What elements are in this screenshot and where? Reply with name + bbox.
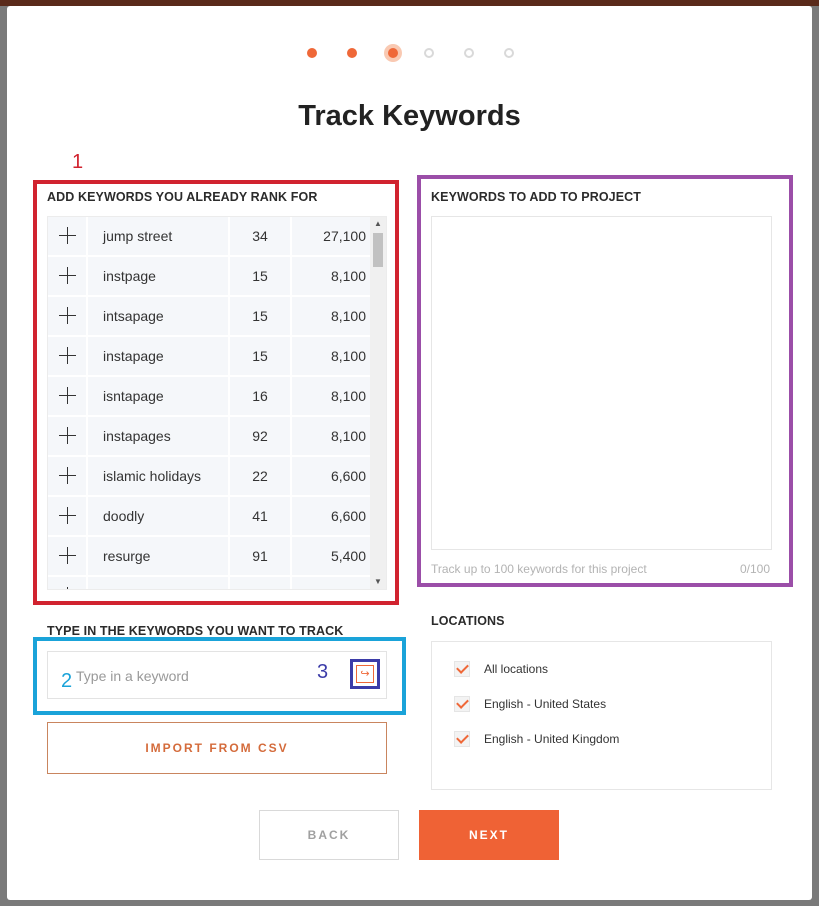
checkbox-checked-icon[interactable] bbox=[454, 661, 470, 677]
keyword-volume: 8,100 bbox=[330, 308, 366, 324]
add-keyword-button[interactable] bbox=[350, 659, 380, 689]
keyword-position: 22 bbox=[252, 468, 268, 484]
plus-icon[interactable] bbox=[59, 307, 76, 324]
keyword-row[interactable] bbox=[48, 497, 370, 537]
step-dot-4 bbox=[424, 48, 434, 58]
manual-keywords-label: TYPE IN THE KEYWORDS YOU WANT TO TRACK bbox=[47, 624, 344, 638]
project-keywords-box[interactable] bbox=[431, 216, 772, 550]
keyword-volume: 6,600 bbox=[330, 508, 366, 524]
plus-icon[interactable] bbox=[59, 427, 76, 444]
keyword-row-partial[interactable] bbox=[48, 577, 370, 590]
plus-icon[interactable] bbox=[59, 507, 76, 524]
location-label: English - United Kingdom bbox=[484, 732, 620, 746]
keyword-text: instapage bbox=[103, 348, 164, 364]
keyword-position: 34 bbox=[252, 228, 268, 244]
keyword-volume: 27,100 bbox=[323, 228, 366, 244]
locations-label: LOCATIONS bbox=[431, 614, 505, 628]
keyword-row[interactable] bbox=[48, 417, 370, 457]
keyword-text: resurge bbox=[103, 548, 151, 564]
ranked-keywords-table[interactable] bbox=[47, 216, 387, 590]
plus-icon[interactable] bbox=[59, 347, 76, 364]
keyword-text: isntapage bbox=[103, 388, 164, 404]
keyword-input[interactable] bbox=[76, 666, 296, 686]
keyword-text: instapages bbox=[103, 428, 171, 444]
keyword-text: doodly bbox=[103, 508, 145, 524]
keyword-volume: 6,600 bbox=[330, 468, 366, 484]
keyword-position: 15 bbox=[252, 308, 268, 324]
keyword-text: instpage bbox=[103, 268, 156, 284]
next-button[interactable]: NEXT bbox=[419, 810, 559, 860]
arrow-enter-icon: ↪ bbox=[356, 665, 374, 683]
location-label: English - United States bbox=[484, 697, 607, 711]
keyword-row[interactable] bbox=[48, 377, 370, 417]
keyword-position: 16 bbox=[252, 388, 268, 404]
keyword-row[interactable] bbox=[48, 537, 370, 577]
keyword-position: 15 bbox=[252, 268, 268, 284]
keyword-volume: 5,400 bbox=[330, 548, 366, 564]
table-scrollbar[interactable] bbox=[370, 217, 386, 589]
annotation-number-2: 2 bbox=[61, 670, 73, 692]
step-dot-2 bbox=[347, 48, 357, 58]
project-keywords-label: KEYWORDS TO ADD TO PROJECT bbox=[431, 190, 642, 204]
step-dot-1 bbox=[307, 48, 317, 58]
location-label: All locations bbox=[484, 662, 549, 676]
plus-icon[interactable] bbox=[59, 587, 76, 590]
project-keywords-count: 0/100 bbox=[740, 562, 771, 576]
plus-icon[interactable] bbox=[59, 267, 76, 284]
step-dot-6 bbox=[504, 48, 514, 58]
keyword-row[interactable] bbox=[48, 257, 370, 297]
keyword-volume: 8,100 bbox=[330, 428, 366, 444]
keyword-row[interactable] bbox=[48, 297, 370, 337]
scroll-down-arrow-icon[interactable]: ▼ bbox=[374, 577, 382, 586]
plus-icon[interactable] bbox=[59, 467, 76, 484]
keyword-volume: 8,100 bbox=[330, 388, 366, 404]
keyword-position: 92 bbox=[252, 428, 268, 444]
scroll-thumb[interactable] bbox=[373, 233, 383, 267]
keyword-position: 15 bbox=[252, 348, 268, 364]
keyword-row[interactable] bbox=[48, 217, 370, 257]
keyword-position: 41 bbox=[252, 508, 268, 524]
step-dot-5 bbox=[464, 48, 474, 58]
annotation-number-1: 1 bbox=[72, 151, 84, 173]
project-keywords-hint: Track up to 100 keywords for this project bbox=[431, 562, 647, 576]
keyword-volume: 8,100 bbox=[330, 268, 366, 284]
keyword-text: intsapage bbox=[103, 308, 164, 324]
keyword-row[interactable] bbox=[48, 337, 370, 377]
step-dot-3 bbox=[388, 48, 398, 58]
import-csv-button[interactable]: IMPORT FROM CSV bbox=[47, 722, 387, 774]
keyword-text: jump street bbox=[103, 228, 173, 244]
plus-icon[interactable] bbox=[59, 547, 76, 564]
locations-box bbox=[431, 641, 772, 790]
keyword-position: 91 bbox=[252, 548, 268, 564]
scroll-up-arrow-icon[interactable]: ▲ bbox=[374, 219, 382, 228]
checkbox-checked-icon[interactable] bbox=[454, 731, 470, 747]
checkbox-checked-icon[interactable] bbox=[454, 696, 470, 712]
keyword-input-container bbox=[47, 651, 387, 699]
plus-icon[interactable] bbox=[59, 387, 76, 404]
back-button[interactable]: BACK bbox=[259, 810, 399, 860]
keyword-text: islamic holidays bbox=[103, 468, 202, 484]
ranked-keywords-label: ADD KEYWORDS YOU ALREADY RANK FOR bbox=[47, 190, 318, 204]
keyword-volume: 8,100 bbox=[330, 348, 366, 364]
annotation-number-3: 3 bbox=[317, 661, 329, 683]
plus-icon[interactable] bbox=[59, 227, 76, 244]
page-title: Track Keywords bbox=[298, 100, 521, 132]
keyword-row[interactable] bbox=[48, 457, 370, 497]
